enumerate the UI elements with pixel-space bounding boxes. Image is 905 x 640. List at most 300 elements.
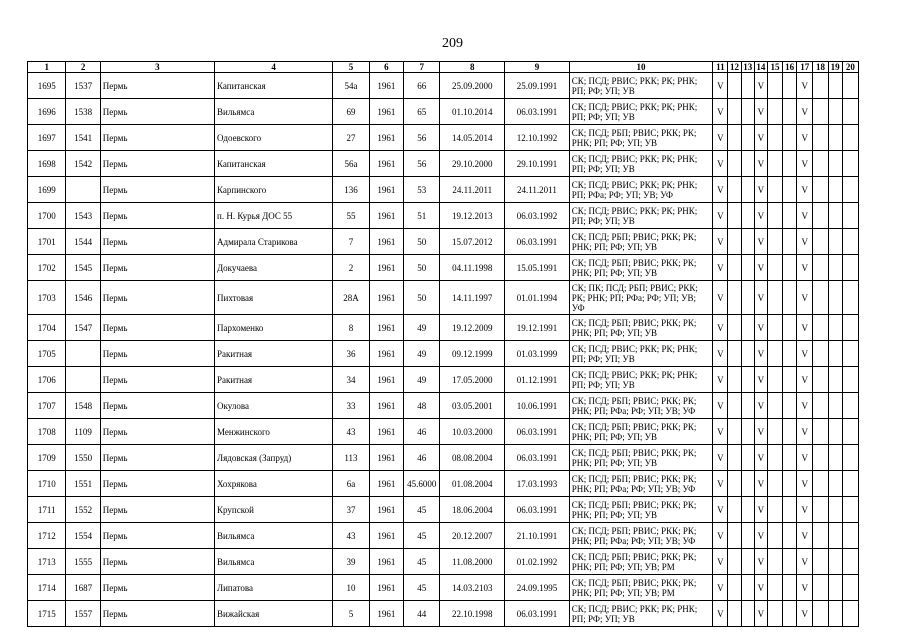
mark-cell-17: V [797, 151, 813, 177]
street-cell: Адмирала Старикова [215, 229, 333, 255]
systems-cell: СК; ПСД; РВИС; РКК; РК; РНК; РП; РФа; РФ; УП; УВ; УФ [569, 177, 713, 203]
street-cell: Липатова [215, 575, 333, 601]
street-cell: Вильямса [215, 99, 333, 125]
row-number-cell: 1712 [28, 523, 66, 549]
row-number-cell: 1713 [28, 549, 66, 575]
date-cell: 06.03.1991 [505, 99, 570, 125]
systems-cell: СК; ПСД; РБП; РВИС; РКК; РК; РНК; РП; РФа; РФ; УП; УВ; УФ [569, 523, 713, 549]
mark-cell-20 [842, 549, 858, 575]
mark-cell-12 [728, 281, 741, 315]
value-cell: 51 [404, 203, 440, 229]
mark-cell-18 [813, 203, 828, 229]
year-cell: 1961 [369, 255, 403, 281]
city-cell: Пермь [100, 601, 214, 627]
id-cell: 1538 [66, 99, 100, 125]
year-cell: 1961 [369, 471, 403, 497]
mark-cell-13 [741, 341, 754, 367]
house-cell: 36 [333, 341, 369, 367]
value-cell: 56 [404, 125, 440, 151]
mark-cell-17: V [797, 445, 813, 471]
house-cell: 39 [333, 549, 369, 575]
mark-cell-19 [828, 523, 842, 549]
mark-cell-17: V [797, 601, 813, 627]
systems-cell: СК; ПСД; РБП; РВИС; РКК; РК; РНК; РП; РФ; УП; УВ [569, 229, 713, 255]
mark-cell-19 [828, 341, 842, 367]
mark-cell-19 [828, 497, 842, 523]
mark-cell-19 [828, 281, 842, 315]
mark-cell-13 [741, 445, 754, 471]
date-cell: 06.03.1991 [505, 497, 570, 523]
mark-cell-18 [813, 549, 828, 575]
city-cell: Пермь [100, 419, 214, 445]
date-cell: 18.06.2004 [440, 497, 505, 523]
mark-cell-14: V [754, 315, 767, 341]
table-row [28, 281, 859, 315]
date-cell: 24.11.2011 [505, 177, 570, 203]
value-cell: 46 [404, 419, 440, 445]
year-cell: 1961 [369, 315, 403, 341]
mark-cell-13 [741, 255, 754, 281]
value-cell: 44 [404, 601, 440, 627]
mark-cell-13 [741, 523, 754, 549]
mark-cell-15 [767, 99, 782, 125]
date-cell: 14.11.1997 [440, 281, 505, 315]
mark-cell-16 [783, 177, 797, 203]
mark-cell-13 [741, 367, 754, 393]
mark-cell-18 [813, 281, 828, 315]
mark-cell-18 [813, 315, 828, 341]
mark-cell-16 [783, 281, 797, 315]
mark-cell-11: V [713, 445, 728, 471]
mark-cell-11: V [713, 125, 728, 151]
systems-cell: СК; ПСД; РБП; РВИС; РКК; РК; РНК; РП; РФ; УП; УВ [569, 497, 713, 523]
mark-cell-18 [813, 367, 828, 393]
mark-cell-16 [783, 151, 797, 177]
id-cell: 1557 [66, 601, 100, 627]
mark-cell-18 [813, 523, 828, 549]
mark-cell-16 [783, 229, 797, 255]
mark-cell-15 [767, 73, 782, 99]
mark-cell-15 [767, 177, 782, 203]
id-cell: 1109 [66, 419, 100, 445]
row-number-cell: 1697 [28, 125, 66, 151]
mark-cell-14: V [754, 281, 767, 315]
systems-cell: СК; ПСД; РБП; РВИС; РКК; РК; РНК; РП; РФ; УП; УВ [569, 445, 713, 471]
street-cell: Капитанская [215, 151, 333, 177]
city-cell: Пермь [100, 229, 214, 255]
registry-table [27, 61, 859, 627]
row-number-cell: 1707 [28, 393, 66, 419]
street-cell: Лядовская (Запруд) [215, 445, 333, 471]
mark-cell-20 [842, 281, 858, 315]
mark-cell-15 [767, 281, 782, 315]
table-row [28, 203, 859, 229]
mark-cell-11: V [713, 575, 728, 601]
row-number-cell: 1699 [28, 177, 66, 203]
mark-cell-19 [828, 419, 842, 445]
table-row [28, 341, 859, 367]
street-cell: Крупской [215, 497, 333, 523]
house-cell: 43 [333, 419, 369, 445]
date-cell: 21.10.1991 [505, 523, 570, 549]
house-cell: 55 [333, 203, 369, 229]
year-cell: 1961 [369, 497, 403, 523]
id-cell: 1544 [66, 229, 100, 255]
value-cell: 45 [404, 549, 440, 575]
mark-cell-16 [783, 419, 797, 445]
mark-cell-16 [783, 125, 797, 151]
house-cell: 33 [333, 393, 369, 419]
mark-cell-13 [741, 73, 754, 99]
page-number: 209 [442, 36, 463, 51]
year-cell: 1961 [369, 367, 403, 393]
mark-cell-15 [767, 549, 782, 575]
mark-cell-17: V [797, 255, 813, 281]
systems-cell: СК; ПСД; РБП; РВИС; РКК; РК; РНК; РП; РФа; РФ; УП; УВ; УФ [569, 471, 713, 497]
value-cell: 66 [404, 73, 440, 99]
mark-cell-18 [813, 445, 828, 471]
mark-cell-15 [767, 203, 782, 229]
year-cell: 1961 [369, 73, 403, 99]
mark-cell-19 [828, 601, 842, 627]
mark-cell-15 [767, 341, 782, 367]
house-cell: 69 [333, 99, 369, 125]
table-row [28, 393, 859, 419]
id-cell: 1546 [66, 281, 100, 315]
mark-cell-11: V [713, 523, 728, 549]
mark-cell-11: V [713, 99, 728, 125]
mark-cell-11: V [713, 177, 728, 203]
year-cell: 1961 [369, 281, 403, 315]
mark-cell-19 [828, 151, 842, 177]
mark-cell-12 [728, 523, 741, 549]
city-cell: Пермь [100, 315, 214, 341]
city-cell: Пермь [100, 151, 214, 177]
row-number-cell: 1695 [28, 73, 66, 99]
street-cell: п. Н. Курья ДОС 55 [215, 203, 333, 229]
mark-cell-13 [741, 497, 754, 523]
systems-cell: СК; ПСД; РВИС; РКК; РК; РНК; РП; РФ; УП; УВ [569, 151, 713, 177]
mark-cell-18 [813, 419, 828, 445]
mark-cell-20 [842, 255, 858, 281]
mark-cell-12 [728, 341, 741, 367]
date-cell: 09.12.1999 [440, 341, 505, 367]
row-number-cell: 1708 [28, 419, 66, 445]
city-cell: Пермь [100, 393, 214, 419]
mark-cell-16 [783, 393, 797, 419]
mark-cell-15 [767, 471, 782, 497]
table-row [28, 549, 859, 575]
mark-cell-18 [813, 393, 828, 419]
mark-cell-14: V [754, 549, 767, 575]
mark-cell-12 [728, 393, 741, 419]
year-cell: 1961 [369, 99, 403, 125]
year-cell: 1961 [369, 393, 403, 419]
city-cell: Пермь [100, 471, 214, 497]
street-cell: Вильямса [215, 549, 333, 575]
id-cell [66, 367, 100, 393]
value-cell: 49 [404, 341, 440, 367]
street-cell: Ракитная [215, 341, 333, 367]
street-cell: Хохрякова [215, 471, 333, 497]
id-cell: 1551 [66, 471, 100, 497]
table-row [28, 419, 859, 445]
street-cell: Капитанская [215, 73, 333, 99]
systems-cell: СК; ПСД; РБП; РВИС; РКК; РК; РНК; РП; РФ; УП; УВ [569, 125, 713, 151]
table-row [28, 575, 859, 601]
date-cell: 14.03.2103 [440, 575, 505, 601]
mark-cell-12 [728, 419, 741, 445]
year-cell: 1961 [369, 177, 403, 203]
id-cell: 1543 [66, 203, 100, 229]
column-header-4: 4 [215, 62, 333, 73]
systems-cell: СК; ПСД; РВИС; РКК; РК; РНК; РП; РФ; УП; УВ [569, 367, 713, 393]
table-row [28, 255, 859, 281]
mark-cell-15 [767, 393, 782, 419]
date-cell: 25.09.2000 [440, 73, 505, 99]
street-cell: Пархоменко [215, 315, 333, 341]
mark-cell-13 [741, 471, 754, 497]
mark-cell-20 [842, 177, 858, 203]
mark-cell-17: V [797, 367, 813, 393]
mark-cell-14: V [754, 419, 767, 445]
value-cell: 45 [404, 497, 440, 523]
mark-cell-13 [741, 125, 754, 151]
mark-cell-15 [767, 255, 782, 281]
city-cell: Пермь [100, 575, 214, 601]
city-cell: Пермь [100, 125, 214, 151]
mark-cell-15 [767, 445, 782, 471]
house-cell: 6а [333, 471, 369, 497]
id-cell: 1550 [66, 445, 100, 471]
mark-cell-17: V [797, 549, 813, 575]
table-header [28, 62, 859, 73]
date-cell: 29.10.2000 [440, 151, 505, 177]
id-cell: 1555 [66, 549, 100, 575]
value-cell: 45 [404, 575, 440, 601]
date-cell: 04.11.1998 [440, 255, 505, 281]
mark-cell-11: V [713, 471, 728, 497]
mark-cell-19 [828, 575, 842, 601]
row-number-cell: 1702 [28, 255, 66, 281]
mark-cell-13 [741, 229, 754, 255]
mark-cell-17: V [797, 315, 813, 341]
mark-cell-15 [767, 497, 782, 523]
mark-cell-20 [842, 73, 858, 99]
systems-cell: СК; ПК; ПСД; РБП; РВИС; РКК; РК; РНК; РП; РФа; РФ; УП; УВ; УФ [569, 281, 713, 315]
year-cell: 1961 [369, 203, 403, 229]
value-cell: 49 [404, 315, 440, 341]
house-cell: 54а [333, 73, 369, 99]
table-row [28, 315, 859, 341]
mark-cell-16 [783, 549, 797, 575]
column-header-16: 16 [783, 62, 797, 73]
city-cell: Пермь [100, 549, 214, 575]
mark-cell-18 [813, 99, 828, 125]
mark-cell-14: V [754, 601, 767, 627]
column-header-9: 9 [505, 62, 570, 73]
house-cell: 34 [333, 367, 369, 393]
year-cell: 1961 [369, 151, 403, 177]
date-cell: 06.03.1991 [505, 601, 570, 627]
mark-cell-14: V [754, 229, 767, 255]
date-cell: 22.10.1998 [440, 601, 505, 627]
column-header-20: 20 [842, 62, 858, 73]
column-header-19: 19 [828, 62, 842, 73]
mark-cell-13 [741, 177, 754, 203]
value-cell: 45 [404, 523, 440, 549]
mark-cell-19 [828, 203, 842, 229]
row-number-cell: 1709 [28, 445, 66, 471]
mark-cell-12 [728, 497, 741, 523]
street-cell: Вижайская [215, 601, 333, 627]
city-cell: Пермь [100, 367, 214, 393]
date-cell: 01.10.2014 [440, 99, 505, 125]
mark-cell-15 [767, 151, 782, 177]
mark-cell-14: V [754, 393, 767, 419]
date-cell: 06.03.1991 [505, 229, 570, 255]
city-cell: Пермь [100, 177, 214, 203]
mark-cell-20 [842, 471, 858, 497]
table-row [28, 177, 859, 203]
systems-cell: СК; ПСД; РБП; РВИС; РКК; РК; РНК; РП; РФ; УП; УВ [569, 315, 713, 341]
street-cell: Менжинского [215, 419, 333, 445]
mark-cell-15 [767, 419, 782, 445]
column-header-17: 17 [797, 62, 813, 73]
city-cell: Пермь [100, 203, 214, 229]
date-cell: 19.12.2013 [440, 203, 505, 229]
table-row [28, 73, 859, 99]
id-cell: 1548 [66, 393, 100, 419]
mark-cell-16 [783, 601, 797, 627]
city-cell: Пермь [100, 445, 214, 471]
mark-cell-14: V [754, 203, 767, 229]
date-cell: 24.11.2011 [440, 177, 505, 203]
mark-cell-13 [741, 419, 754, 445]
mark-cell-12 [728, 203, 741, 229]
id-cell: 1687 [66, 575, 100, 601]
mark-cell-20 [842, 367, 858, 393]
column-header-3: 3 [100, 62, 214, 73]
id-cell: 1554 [66, 523, 100, 549]
mark-cell-14: V [754, 341, 767, 367]
column-header-18: 18 [813, 62, 828, 73]
column-header-8: 8 [440, 62, 505, 73]
mark-cell-14: V [754, 177, 767, 203]
mark-cell-18 [813, 601, 828, 627]
house-cell: 113 [333, 445, 369, 471]
value-cell: 50 [404, 281, 440, 315]
mark-cell-18 [813, 497, 828, 523]
mark-cell-18 [813, 471, 828, 497]
table-body [28, 73, 859, 627]
year-cell: 1961 [369, 229, 403, 255]
table-row [28, 523, 859, 549]
mark-cell-13 [741, 549, 754, 575]
mark-cell-13 [741, 99, 754, 125]
mark-cell-18 [813, 575, 828, 601]
mark-cell-19 [828, 471, 842, 497]
value-cell: 56 [404, 151, 440, 177]
mark-cell-15 [767, 523, 782, 549]
date-cell: 01.08.2004 [440, 471, 505, 497]
mark-cell-17: V [797, 73, 813, 99]
systems-cell: СК; ПСД; РВИС; РКК; РК; РНК; РП; РФ; УП; УВ [569, 203, 713, 229]
mark-cell-16 [783, 203, 797, 229]
table-row [28, 151, 859, 177]
date-cell: 17.03.1993 [505, 471, 570, 497]
column-header-10: 10 [569, 62, 713, 73]
mark-cell-20 [842, 575, 858, 601]
date-cell: 19.12.1991 [505, 315, 570, 341]
mark-cell-18 [813, 177, 828, 203]
mark-cell-11: V [713, 341, 728, 367]
mark-cell-20 [842, 229, 858, 255]
systems-cell: СК; ПСД; РВИС; РКК; РК; РНК; РП; РФ; УП; УВ [569, 99, 713, 125]
mark-cell-14: V [754, 73, 767, 99]
id-cell: 1547 [66, 315, 100, 341]
mark-cell-12 [728, 445, 741, 471]
mark-cell-17: V [797, 419, 813, 445]
mark-cell-20 [842, 341, 858, 367]
house-cell: 2 [333, 255, 369, 281]
mark-cell-19 [828, 73, 842, 99]
mark-cell-12 [728, 99, 741, 125]
mark-cell-16 [783, 99, 797, 125]
date-cell: 11.08.2000 [440, 549, 505, 575]
id-cell [66, 177, 100, 203]
table-row [28, 601, 859, 627]
mark-cell-17: V [797, 99, 813, 125]
date-cell: 12.10.1992 [505, 125, 570, 151]
mark-cell-17: V [797, 177, 813, 203]
city-cell: Пермь [100, 281, 214, 315]
house-cell: 136 [333, 177, 369, 203]
value-cell: 50 [404, 229, 440, 255]
street-cell: Карпинского [215, 177, 333, 203]
mark-cell-19 [828, 177, 842, 203]
house-cell: 27 [333, 125, 369, 151]
id-cell: 1552 [66, 497, 100, 523]
value-cell: 53 [404, 177, 440, 203]
column-header-15: 15 [767, 62, 782, 73]
id-cell: 1541 [66, 125, 100, 151]
mark-cell-20 [842, 497, 858, 523]
mark-cell-17: V [797, 497, 813, 523]
mark-cell-15 [767, 315, 782, 341]
row-number-cell: 1706 [28, 367, 66, 393]
date-cell: 01.02.1992 [505, 549, 570, 575]
date-cell: 08.08.2004 [440, 445, 505, 471]
street-cell: Одоевского [215, 125, 333, 151]
mark-cell-17: V [797, 125, 813, 151]
mark-cell-16 [783, 367, 797, 393]
mark-cell-20 [842, 99, 858, 125]
mark-cell-20 [842, 125, 858, 151]
id-cell: 1537 [66, 73, 100, 99]
mark-cell-12 [728, 229, 741, 255]
mark-cell-15 [767, 601, 782, 627]
mark-cell-11: V [713, 393, 728, 419]
mark-cell-20 [842, 315, 858, 341]
year-cell: 1961 [369, 419, 403, 445]
row-number-cell: 1703 [28, 281, 66, 315]
date-cell: 17.05.2000 [440, 367, 505, 393]
mark-cell-20 [842, 523, 858, 549]
mark-cell-11: V [713, 281, 728, 315]
column-header-11: 11 [713, 62, 728, 73]
row-number-cell: 1711 [28, 497, 66, 523]
